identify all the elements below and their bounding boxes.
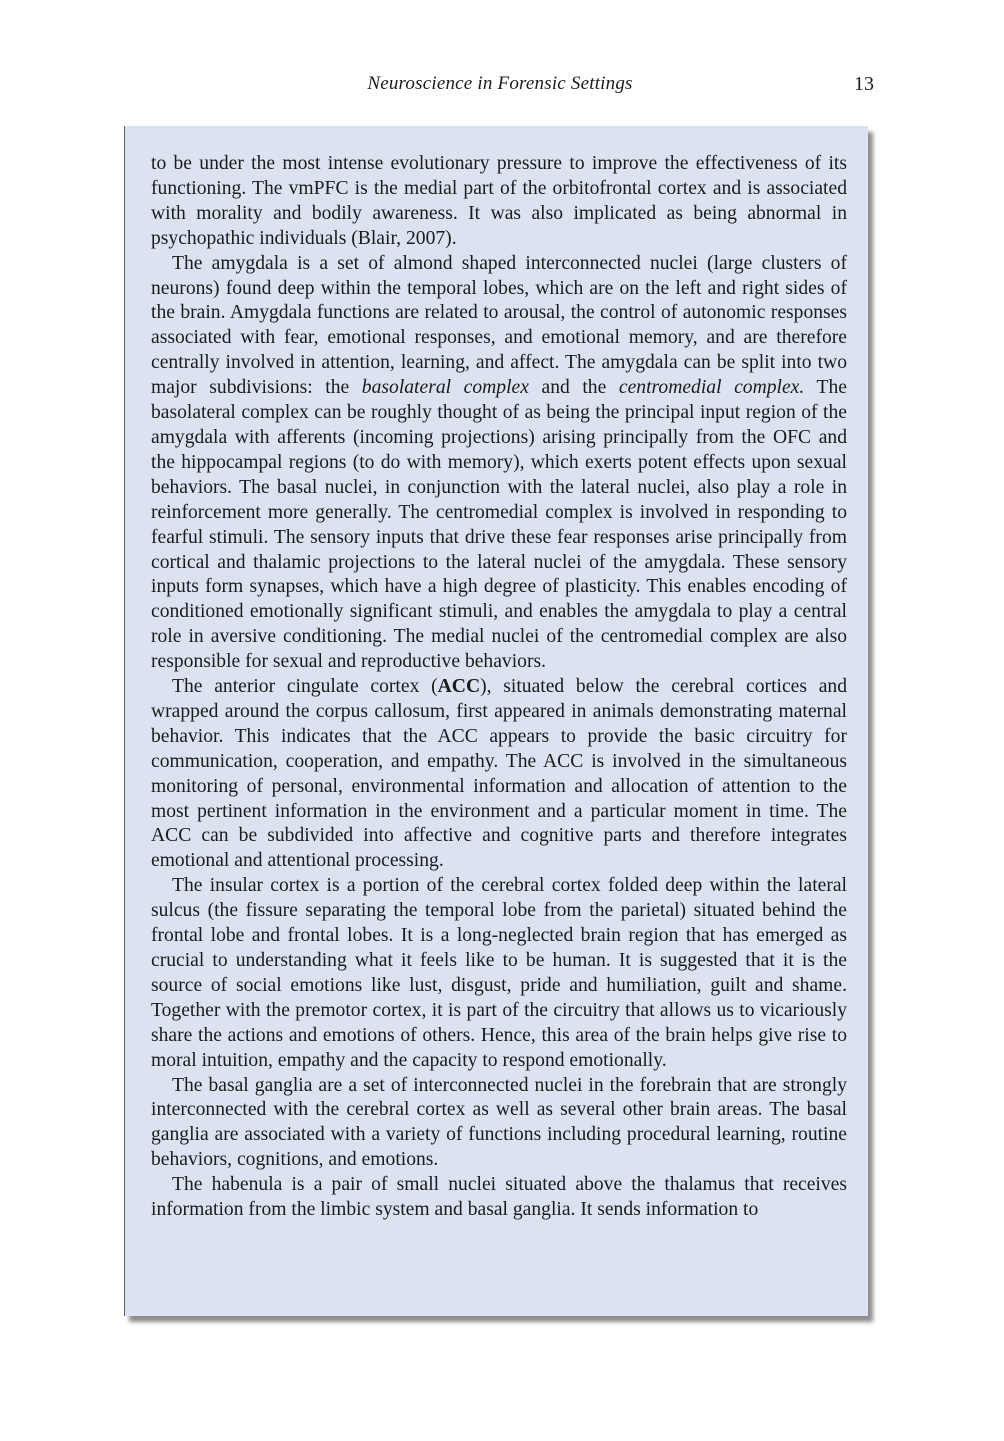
term-acc: ACC [437,676,481,698]
paragraph-acc [151,675,847,874]
paragraph-basal-ganglia: The basal ganglia are a set of interconnected nuclei in the forebrain that are strongly interconnected with the cerebral cortex as well as several other brain areas. The basal ganglia are associated with a variety of functions including procedural learning, routine behaviors, cognitions, and emotions. [151,1074,847,1171]
acc-text-part2: ), situated below the cerebral cortices and wrapped around the corpus callosum, first appeared in animals demonstrating maternal behavior. This indicates that the ACC appears to provide the basic circuitry for communication, cooperation, and empathy. The ACC is involved in the simultaneous monitoring of personal, environmental information and allocation of attention to the most pertinent information in the environment and a particular moment in time. The ACC can be subdivided into affective and cognitive parts and therefore integrates emotional and attentional processing. [151,676,847,872]
paragraph-habenula: The habenula is a pair of small nuclei situated above the thalamus that receives information from the limbic system and basal ganglia. It sends information to [151,1174,847,1221]
term-basolateral-complex: basolateral complex [361,377,529,399]
running-title: Neuroscience in Forensic Settings [367,73,633,94]
shaded-text-box [124,126,868,1316]
running-head [0,70,1004,98]
paragraph-vmpfc: to be under the most intense evolutionary pressure to improve the effectiveness of its functioning. The vmPFC is the medial part of the orbitofrontal cortex and is associated with morality and bodily awareness. It was also implicated as being abnormal in psychopathic individuals (Blair, 2007). [151,153,847,249]
box-body [151,152,847,1223]
paragraph-amygdala [151,252,847,675]
amygdala-text-part1: The amygdala is a set of almond shaped interconnected nuclei (large clusters of neurons) found deep within the temporal lobes, which are on the left and right sides of the brain. Amygdala functions are related to arousal, the control of autonomic responses associated with fear, emotional responses, and emotional memory, and are therefore centrally involved in attention, learning, and affect. The amygdala can be split into two major subdivisions: the [151,252,847,399]
amygdala-text-part3: The basolateral complex can be roughly thought of as being the principal input region of the amygdala with afferents (incoming projections) arising principally from the OFC and the hippocampal regions (to do with memory), which exerts potent effects upon sexual behaviors. The basal nuclei, in conjunction with the lateral nuclei, also play a role in reinforcement more generally. The centromedial complex is involved in responding to fearful stimuli. The sensory inputs that drive these fear responses arise principally from cortical and thalamic projections to the lateral nuclei of the amygdala. These sensory inputs form synapses, which have a high degree of plasticity. This enables encoding of conditioned emotionally significant stimuli, and enables the amygdala to play a central role in aversive conditioning. The medial nuclei of the centromedial complex are also responsible for sexual and reproductive behaviors. [151,377,847,673]
amygdala-text-part2: and the [528,377,619,399]
acc-text-part1: The anterior cingulate cortex ( [172,676,438,698]
paragraph-insular-cortex: The insular cortex is a portion of the cerebral cortex folded deep within the lateral sulcus (the fissure separating the temporal lobe from the parietal) situated behind the frontal lobe and frontal lobes. It is a long-neglected brain region that has emerged as crucial to understanding what it feels like to be human. It is suggested that it is the source of social emotions like lust, disgust, pride and humiliation, guilt and shame. Together with the premotor cortex, it is part of the circuitry that allows us to vicariously share the actions and emotions of others. Hence, this area of the brain helps give rise to moral intuition, empathy and the capacity to respond emotionally. [151,875,847,1071]
term-centromedial-complex: centromedial complex. [618,377,805,399]
page-number: 13 [854,73,874,95]
